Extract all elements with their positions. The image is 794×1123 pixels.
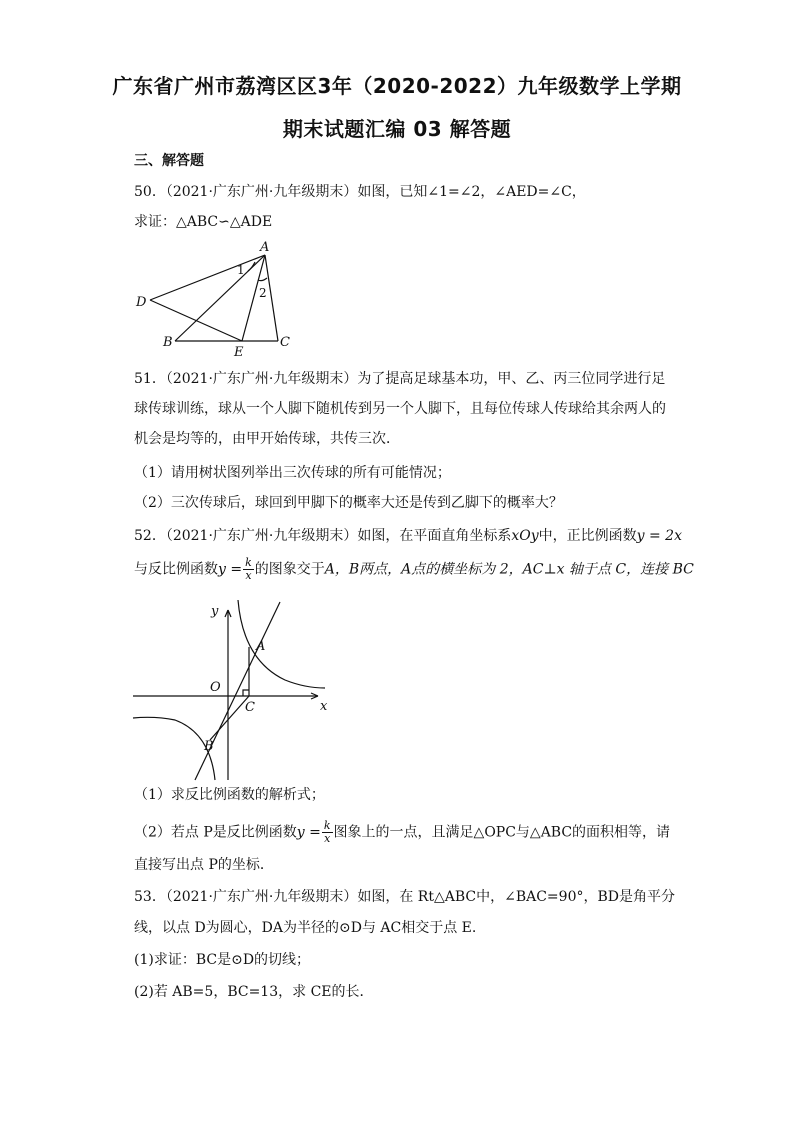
q50-angle-2: 2: [259, 286, 267, 300]
q52-label-C: C: [245, 700, 255, 715]
q52-part2-y-eq: y =: [296, 824, 321, 841]
q52-label-B: B: [204, 739, 214, 754]
q53-part2: (2)若 AB=5，BC=13，求 CE的长．: [134, 984, 374, 1000]
q51-line3: 机会是均等的，由甲开始传球，共传三次．: [134, 431, 400, 447]
q50-line1: 50．（2021·广东广州·九年级期末）如图，已知∠1=∠2，∠AED=∠C，: [134, 184, 586, 200]
q52-part2-text: （2）若点 P是反比例函数: [134, 824, 297, 841]
q50-label-C: C: [280, 335, 290, 350]
q50-line2: 求证：△ABC∽△ADE: [134, 214, 273, 230]
document-title-line1: 广东省广州市荔湾区区3年（2020-2022）九年级数学上学期: [112, 74, 682, 98]
q52-label-x: x: [320, 699, 328, 714]
q52-line1-text: 52．（2021·广东广州·九年级期末）如图，在平面直角坐标系: [134, 528, 512, 544]
q50-label-A: A: [260, 240, 270, 255]
q52-part2-fraction: [322, 820, 333, 845]
q52-part2-frac-num: k: [323, 819, 331, 832]
q51-part1: （1）请用树状图列举出三次传球的所有可能情况；: [134, 465, 451, 481]
q52-frac-num: k: [245, 556, 252, 569]
document-title-line2: 期末试题汇编 03 解答题: [282, 117, 512, 141]
q53-part1: (1)求证：BC是⊙D的切线；: [134, 952, 311, 968]
q52-line2-end: A，B两点，A点的横坐标为 2，AC⊥x 轴于点 C，连接 BC: [324, 561, 694, 578]
q50-label-B: B: [163, 335, 173, 350]
q53-line1: 53．（2021·广东广州·九年级期末）如图，在 Rt△ABC中，∠BAC=90°，BD是角平分: [134, 889, 675, 905]
q52-linear-fn: y = 2x: [636, 528, 682, 544]
q50-angle-1: 1: [237, 263, 245, 277]
q52-part2-frac-den: x: [324, 832, 331, 845]
q52-frac-den: x: [245, 569, 252, 582]
q52-line2-mid: 的图象交于: [254, 561, 325, 578]
q51-part2: （2）三次传球后，球回到甲脚下的概率大还是传到乙脚下的概率大？: [134, 495, 563, 511]
q52-y-eq: y =: [218, 561, 243, 578]
q52-part2-line2: 直接写出点 P的坐标．: [134, 857, 274, 873]
section-header: 三、解答题: [134, 153, 204, 169]
q52-part2-end: 图象上的一点，且满足△OPC与△ABC的面积相等，请: [333, 824, 671, 841]
q51-line1: 51．（2021·广东广州·九年级期末）为了提高足球基本功，甲、乙、丙三位同学进行足: [134, 371, 666, 387]
q52-line1-mid: 中，正比例函数: [538, 528, 637, 544]
q50-label-D: D: [136, 295, 147, 310]
q50-label-E: E: [234, 345, 244, 360]
q51-line2: 球传球训练，球从一个人脚下随机传到另一个人脚下，且每位传球人传球给其余两人的: [134, 401, 666, 417]
q52-xoy: xOy: [511, 528, 539, 544]
q52-label-O: O: [210, 680, 221, 695]
q53-line2: 线，以点 D为圆心，DA为半径的⊙D与 AC相交于点 E.: [134, 920, 477, 936]
q52-part2-line1: [134, 820, 670, 845]
q52-line2-text: 与反比例函数: [134, 561, 218, 578]
q52-label-y: y: [211, 604, 219, 619]
q52-label-A: A: [256, 639, 266, 654]
q52-part1: （1）求反比例函数的解析式；: [134, 787, 325, 803]
